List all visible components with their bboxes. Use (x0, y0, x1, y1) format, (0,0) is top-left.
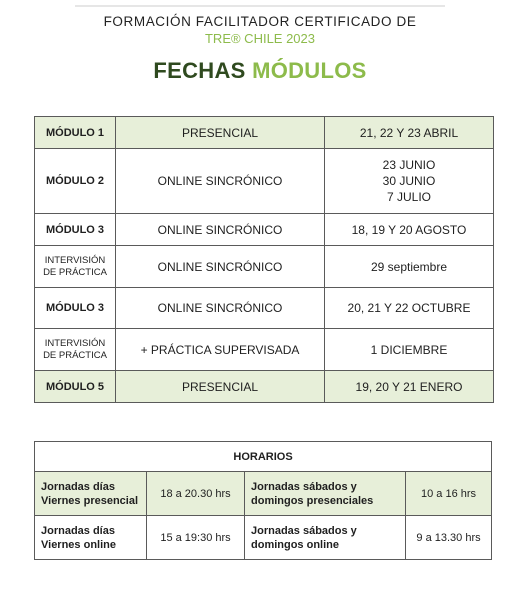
module-name: MÓDULO 2 (35, 149, 116, 214)
module-row (35, 149, 494, 214)
schedule-hours: 18 a 20.30 hrs (147, 472, 245, 516)
schedule-label: Jornadas días Viernes presencial (35, 472, 147, 516)
schedule-label: Jornadas sábados y domingos presenciales (245, 472, 406, 516)
module-row (35, 214, 494, 246)
page-title-part1: FECHAS (153, 58, 246, 83)
schedule-row (35, 472, 492, 516)
schedule-label: Jornadas sábados y domingos online (245, 516, 406, 560)
module-dates: 21, 22 Y 23 ABRIL (325, 117, 494, 149)
schedule-hours: 9 a 13.30 hrs (406, 516, 492, 560)
module-row (35, 329, 494, 371)
top-divider (75, 5, 445, 7)
schedule-table (34, 441, 492, 560)
module-row (35, 371, 494, 403)
module-dates: 19, 20 Y 21 ENERO (325, 371, 494, 403)
modules-table (34, 116, 494, 403)
program-subtitle: TRE® CHILE 2023 (204, 31, 315, 46)
module-mode: + PRÁCTICA SUPERVISADA (116, 329, 325, 371)
module-mode: ONLINE SINCRÓNICO (116, 214, 325, 246)
program-title: FORMACIÓN FACILITADOR CERTIFICADO DE (103, 14, 417, 29)
module-dates: 18, 19 Y 20 AGOSTO (325, 214, 494, 246)
module-row (35, 288, 494, 329)
module-mode: ONLINE SINCRÓNICO (116, 246, 325, 288)
module-mode: ONLINE SINCRÓNICO (116, 149, 325, 214)
module-date-line: 23 JUNIO (382, 158, 436, 172)
schedule-row (35, 516, 492, 560)
schedule-hours: 15 a 19:30 hrs (147, 516, 245, 560)
page-title-part2: MÓDULOS (252, 58, 367, 83)
page-title (0, 58, 520, 84)
module-date-line: 7 JULIO (386, 190, 431, 204)
module-name: MÓDULO 1 (35, 117, 116, 149)
module-date-line: 30 JUNIO (382, 174, 436, 188)
schedule-hours: 10 a 16 hrs (406, 472, 492, 516)
module-name: MÓDULO 3 (35, 214, 116, 246)
module-mode: ONLINE SINCRÓNICO (116, 288, 325, 329)
module-name: MÓDULO 5 (35, 371, 116, 403)
module-row (35, 246, 494, 288)
module-mode: PRESENCIAL (116, 371, 325, 403)
module-mode: PRESENCIAL (116, 117, 325, 149)
schedule-title: HORARIOS (35, 442, 492, 472)
schedule-header-row (35, 442, 492, 472)
module-dates: 1 DICIEMBRE (325, 329, 494, 371)
module-dates: 29 septiembre (325, 246, 494, 288)
schedule-label: Jornadas días Viernes online (35, 516, 147, 560)
module-row (35, 117, 494, 149)
module-dates (325, 149, 494, 214)
module-name: MÓDULO 3 (35, 288, 116, 329)
module-name: INTERVISIÓN DE PRÁCTICA (35, 329, 116, 371)
module-name: INTERVISIÓN DE PRÁCTICA (35, 246, 116, 288)
module-dates: 20, 21 Y 22 OCTUBRE (325, 288, 494, 329)
